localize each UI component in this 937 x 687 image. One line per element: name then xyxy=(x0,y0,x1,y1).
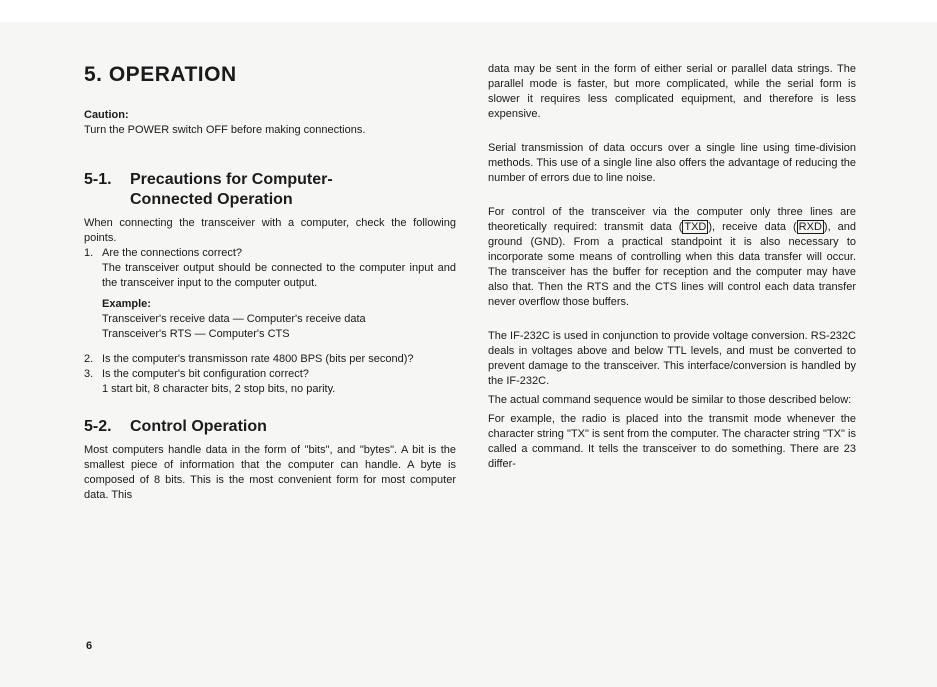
right-column xyxy=(488,62,856,472)
example-line: Transceiver's receive data — Computer's receive data xyxy=(102,313,366,325)
page-number: 6 xyxy=(86,640,93,652)
section-intro: When connecting the transceiver with a computer, check the following points. xyxy=(84,217,456,244)
item-number: 1. xyxy=(84,247,94,259)
section-number: 5-2. xyxy=(84,418,112,435)
text-run: For control of the transceiver via the computer only three lines are theoretically required: transmit data ( xyxy=(488,206,856,233)
example-line: Transceiver's RTS — Computer's CTS xyxy=(102,328,290,340)
section-title-line2: Connected Operation xyxy=(130,191,293,208)
checklist-item-1 xyxy=(84,246,456,261)
section-5-2-heading xyxy=(84,417,456,437)
item-1-detail: The transceiver output should be connected to the computer input and the transceiver input to the computer output. xyxy=(102,262,456,289)
item-3-detail: 1 start bit, 8 character bits, 2 stop bits, no parity. xyxy=(102,383,336,395)
item-number: 2. xyxy=(84,353,94,365)
section-5-1-heading xyxy=(84,170,456,210)
caution-heading: Caution: xyxy=(84,109,129,121)
caution-text: Turn the POWER switch OFF before making connections. xyxy=(84,124,366,136)
section-title-line1: Precautions for Computer- xyxy=(130,171,333,188)
rxd-signal-label: $\overline{RXD}$ xyxy=(798,221,822,233)
chapter-title: 5. OPERATION xyxy=(84,63,237,86)
example-heading: Example: xyxy=(102,298,151,310)
paragraph: The actual command sequence would be similar to those described below: xyxy=(488,394,852,406)
scan-top-margin xyxy=(0,0,937,22)
item-text: Is the computer's bit configuration correct? xyxy=(102,368,309,380)
txd-signal-label: $\overline{TXD}$ xyxy=(684,221,707,233)
checklist-item-3 xyxy=(84,367,456,382)
checklist-item-2 xyxy=(84,352,456,367)
section-5-2-text: Most computers handle data in the form of "bits", and "bytes". A bit is the smallest piece of information that the computer can handle. A byte is composed of 8 bits. This is the most convenient form for most computer data. This xyxy=(84,444,456,501)
text-run: ), receive data ( xyxy=(708,221,797,233)
item-text: Are the connections correct? xyxy=(102,247,243,259)
paragraph: data may be sent in the form of either serial or parallel data strings. The parallel mode is faster, but more complicated, while the serial form is slower it requires less complicated equipment, and therefore is less expensive. xyxy=(488,63,856,120)
paragraph: The IF-232C is used in conjunction to provide voltage conversion. RS-232C deals in voltages above and below TTL levels, and must be converted to prevent damage to the transceiver. This interface/conversion is handled by the IF-232C. xyxy=(488,330,856,387)
left-column xyxy=(84,62,456,503)
paragraph: For example, the radio is placed into the transmit mode whenever the character string "TX" is sent from the computer. The character string "TX" is called a command. It tells the transceiver to do something. There are 23 differ- xyxy=(488,413,856,470)
paragraph: Serial transmission of data occurs over a single line using time-division methods. This use of a single line also offers the advantage of reducing the number of errors due to line noise. xyxy=(488,142,856,184)
paragraph-signal-lines xyxy=(488,205,856,310)
item-number: 3. xyxy=(84,368,94,380)
text-run: ), and ground (GND). From a practical standpoint it is also necessary to incorporate some means of controlling when this data transfer will occur. The transceiver has the buffer for reception and the computer may have also that. Then the RTS and the CTS lines will control each data transfer never overflow those buffers. xyxy=(488,221,856,308)
section-number: 5-1. xyxy=(84,171,112,188)
item-text: Is the computer's transmisson rate 4800 BPS (bits per second)? xyxy=(102,353,414,365)
section-title: Control Operation xyxy=(130,418,267,435)
